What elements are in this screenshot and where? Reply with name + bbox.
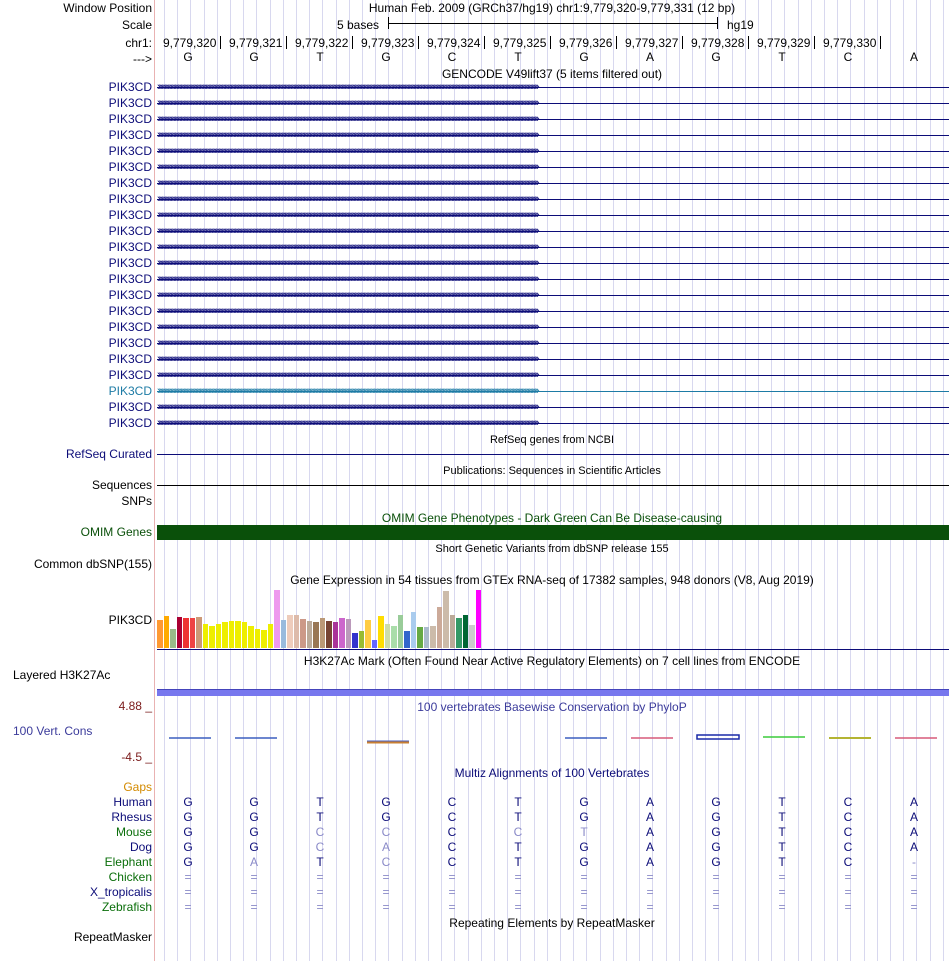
gencode-gene-label[interactable]: PIK3CD [108, 352, 152, 366]
aligned-base: G [579, 795, 589, 809]
aligned-base: T [778, 810, 786, 824]
aligned-base: C [513, 825, 523, 839]
position-tick [352, 36, 353, 49]
aligned-base: = [778, 900, 786, 914]
gtex-tissue-bar[interactable] [352, 633, 358, 648]
gencode-transcript[interactable] [157, 96, 949, 110]
gtex-tissue-bar[interactable] [222, 622, 228, 648]
gtex-tissue-bar[interactable] [157, 620, 163, 648]
aligned-base: = [448, 900, 456, 914]
base-letter: C [447, 50, 457, 64]
aligned-base: = [382, 885, 390, 899]
aligned-base: = [184, 885, 192, 899]
aligned-base: T [316, 795, 324, 809]
aligned-base: - [912, 855, 916, 869]
aligned-base: C [447, 840, 457, 854]
aligned-base: C [447, 825, 457, 839]
aligned-base: G [249, 795, 259, 809]
base-letter: G [711, 50, 721, 64]
publications-label[interactable]: Sequences [91, 478, 152, 492]
aligned-base: C [315, 840, 325, 854]
aligned-base: C [447, 855, 457, 869]
strand-arrows: ›››››››››››››››››››››››››››››››››››››››››››››››››››››››››››››››››››››››››››››››››››››››››››››››››››››››››››››››››››››››››››››››››››››››››››››››››››››››››››››››››››››››››››››››››››››››››››››››››››››››››››››››››››››››››››››››››››››››››››››››››››››››››››››››››››› [157, 385, 538, 397]
gtex-tissue-bar[interactable] [313, 622, 319, 648]
strand-arrows: ›››››››››››››››››››››››››››››››››››››››››››››››››››››››››››››››››››››››››››››››››››››››››››››››››››››››››››››››››››››››››››››››››››››››››››››››››››››››››››››››››››››››››››››››››››››››››››››››››››››››››››››››››››››››››››››››››››››››››››››››››››››››››››››››››››› [157, 401, 538, 413]
aligned-base: = [184, 900, 192, 914]
base-letter: G [579, 50, 589, 64]
gtex-baseline [157, 649, 949, 650]
aligned-base: = [184, 870, 192, 884]
position-tick [286, 36, 287, 49]
aligned-base: G [711, 855, 721, 869]
gaps-label[interactable]: Gaps [123, 780, 152, 794]
aligned-base: C [843, 840, 853, 854]
gtex-label[interactable]: PIK3CD [108, 613, 152, 627]
aligned-base: = [250, 900, 258, 914]
phylop-title: 100 vertebrates Basewise Conservation by PhyloP [417, 700, 687, 714]
aligned-base: = [910, 870, 918, 884]
strand-arrows: ›››››››››››››››››››››››››››››››››››››››››››››››››››››››››››››››››››››››››››››››››››››››››››››››››››››››››››››››››››››››››››››››››››››››››››››››››››››››››››››››››››››››››››››››››››››››››››››››››››››››››››››››››››››››››››››››››››››››››››››››››››››››››››››››››››› [157, 369, 538, 381]
gtex-tissue-bar[interactable] [463, 615, 469, 648]
position-label: 9,779,327 [625, 36, 679, 50]
position-label: 9,779,322 [295, 36, 349, 50]
gtex-tissue-bar[interactable] [248, 626, 254, 648]
strand-arrows: ›››››››››››››››››››››››››››››››››››››››››››››››››››››››››››››››››››››››››››››››››››››››››››››››››››››››››››››››››››››››››››››››››››››››››››››››››››››››››››››››››››››››››››››››››››››››››››››››››››››››››››››››››››››››››››››››››››››››››››››››››››››››››››››››››››› [157, 129, 538, 141]
snps-label[interactable]: SNPs [121, 494, 152, 508]
gtex-tissue-bar[interactable] [268, 624, 274, 648]
position-label: 9,779,321 [229, 36, 283, 50]
strand-arrows: ›››››››››››››››››››››››››››››››››››››››››››››››››››››››››››››››››››››››››››››››››››››››››››››››››››››››››››››››››››››››››››››››››››››››››››››››››››››››››››››››››››››››››››››››››››››››››››››››››››››››››››››››››››››››››››››››››››››››››››››››››››››››››››››››››››› [157, 81, 538, 93]
aligned-base: = [646, 900, 654, 914]
aligned-base: = [382, 900, 390, 914]
gencode-gene-label[interactable]: PIK3CD [108, 336, 152, 350]
phylop-signal[interactable] [157, 730, 949, 750]
gencode-transcript[interactable] [157, 304, 949, 318]
aligned-base: C [843, 855, 853, 869]
aligned-base: = [250, 885, 258, 899]
dbsnp-label[interactable]: Common dbSNP(155) [33, 557, 152, 571]
strand-arrows: ›››››››››››››››››››››››››››››››››››››››››››››››››››››››››››››››››››››››››››››››››››››››››››››››››››››››››››››››››››››››››››››››››››››››››››››››››››››››››››››››››››››››››››››››››››››››››››››››››››››››››››››››››››››››››››››››››››››››››››››››››››››››››››››››››››› [157, 337, 538, 349]
gtex-tissue-bar[interactable] [190, 618, 196, 648]
position-tick [220, 36, 221, 49]
gencode-gene-label[interactable]: PIK3CD [108, 112, 152, 126]
aligned-base: = [316, 900, 324, 914]
aligned-base: = [580, 870, 588, 884]
gtex-tissue-bar[interactable] [229, 621, 235, 648]
gtex-tissue-bar[interactable] [255, 629, 261, 648]
aligned-base: G [711, 795, 721, 809]
gencode-gene-label[interactable]: PIK3CD [108, 128, 152, 142]
strand-arrows: ›››››››››››››››››››››››››››››››››››››››››››››››››››››››››››››››››››››››››››››››››››››››››››››››››››››››››››››››››››››››››››››››››››››››››››››››››››››››››››››››››››››››››››››››››››››››››››››››››››››››››››››››››››››››››››››››››››››››››››››››››››››››››››››››››››› [157, 177, 538, 189]
aligned-base: = [712, 885, 720, 899]
gtex-tissue-bar[interactable] [287, 615, 293, 648]
aligned-base: = [514, 870, 522, 884]
gtex-bar-chart[interactable] [157, 588, 949, 648]
position-label: 9,779,324 [427, 36, 481, 50]
species-label[interactable]: Chicken [108, 870, 152, 884]
gencode-gene-label[interactable]: PIK3CD [108, 384, 152, 398]
aligned-base: A [249, 855, 259, 869]
gencode-transcript[interactable] [157, 144, 949, 158]
gencode-transcript[interactable] [157, 224, 949, 238]
gencode-gene-label[interactable]: PIK3CD [108, 96, 152, 110]
position-tick [682, 36, 683, 49]
position-tick [748, 36, 749, 49]
omim-bar[interactable] [157, 525, 949, 540]
strand-arrows: ›››››››››››››››››››››››››››››››››››››››››››››››››››››››››››››››››››››››››››››››››››››››››››››››››››››››››››››››››››››››››››››››››››››››››››››››››››››››››››››››››››››››››››››››››››››››››››››››››››››››››››››››››››››››››››››››››››››››››››››››››››››››››››››››››››› [157, 97, 538, 109]
gtex-tissue-bar[interactable] [404, 631, 410, 648]
aligned-base: = [448, 870, 456, 884]
aligned-base: = [580, 900, 588, 914]
strand-arrows: ›››››››››››››››››››››››››››››››››››››››››››››››››››››››››››››››››››››››››››››››››››››››››››››››››››››››››››››››››››››››››››››››››››››››››››››››››››››››››››››››››››››››››››››››››››››››››››››››››››››››››››››››››››››››››››››››››››››››››››››››››››››››››››››››››››› [157, 305, 538, 317]
multiz-title: Multiz Alignments of 100 Vertebrates [454, 766, 650, 780]
position-tick [418, 36, 419, 49]
aligned-base: A [909, 840, 919, 854]
gtex-tissue-bar[interactable] [424, 627, 430, 648]
gtex-tissue-bar[interactable] [476, 590, 482, 648]
gencode-transcript[interactable] [157, 112, 949, 126]
aligned-base: G [381, 795, 391, 809]
strand-arrows: ›››››››››››››››››››››››››››››››››››››››››››››››››››››››››››››››››››››››››››››››››››››››››››››››››››››››››››››››››››››››››››››››››››››››››››››››››››››››››››››››››››››››››››››››››››››››››››››››››››››››››››››››››››››››››››››››››››››››››››››››››››››››››››››››››››› [157, 225, 538, 237]
gencode-gene-label[interactable]: PIK3CD [108, 176, 152, 190]
gencode-title: GENCODE V49lift37 (5 items filtered out) [441, 67, 663, 81]
aligned-base: A [381, 840, 391, 854]
gtex-tissue-bar[interactable] [209, 626, 215, 648]
gtex-tissue-bar[interactable] [346, 619, 352, 648]
gtex-tissue-bar[interactable] [300, 619, 306, 648]
position-label: 9,779,320 [163, 36, 217, 50]
chrom-label: chr1: [125, 36, 152, 50]
aligned-base: A [909, 825, 919, 839]
aligned-base: C [843, 810, 853, 824]
aligned-base: C [447, 795, 457, 809]
position-label: 9,779,328 [691, 36, 745, 50]
species-label[interactable]: Mouse [115, 825, 152, 839]
gtex-tissue-bar[interactable] [242, 622, 248, 648]
aligned-base: = [778, 885, 786, 899]
gencode-gene-label[interactable]: PIK3CD [108, 192, 152, 206]
aligned-base: G [249, 810, 259, 824]
aligned-base: = [250, 870, 258, 884]
gtex-tissue-bar[interactable] [307, 621, 313, 648]
aligned-base: G [711, 825, 721, 839]
aligned-base: = [844, 900, 852, 914]
gencode-transcript[interactable] [157, 416, 949, 430]
base-letter: A [645, 50, 655, 64]
aligned-base: T [778, 840, 786, 854]
gencode-transcript[interactable] [157, 336, 949, 350]
gtex-tissue-bar[interactable] [177, 617, 183, 648]
aligned-base: G [579, 855, 589, 869]
aligned-base: C [843, 825, 853, 839]
h3k27ac-title: H3K27Ac Mark (Often Found Near Active Regulatory Elements) on 7 cell lines from ENCODE [303, 654, 801, 668]
aligned-base: T [514, 810, 522, 824]
aligned-base: C [447, 810, 457, 824]
gtex-tissue-bar[interactable] [339, 618, 345, 648]
aligned-base: = [514, 900, 522, 914]
aligned-base: = [712, 870, 720, 884]
aligned-base: G [381, 810, 391, 824]
aligned-base: = [910, 885, 918, 899]
gtex-tissue-bar[interactable] [320, 618, 326, 648]
gencode-gene-label[interactable]: PIK3CD [108, 240, 152, 254]
gencode-transcript[interactable] [157, 384, 949, 398]
phylop-max: 4.88 _ [118, 699, 152, 713]
publications-line[interactable] [157, 485, 949, 486]
aligned-base: G [711, 810, 721, 824]
aligned-base: A [909, 810, 919, 824]
aligned-base: G [579, 840, 589, 854]
gtex-tissue-bar[interactable] [274, 590, 280, 648]
strand-arrows: ›››››››››››››››››››››››››››››››››››››››››››››››››››››››››››››››››››››››››››››››››››››››››››››››››››››››››››››››››››››››››››››››››››››››››››››››››››››››››››››››››››››››››››››››››››››››››››››››››››››››››››››››››››››››››››››››››››››››››››››››››››››››››››››››››››› [157, 113, 538, 125]
refseq-title: RefSeq genes from NCBI [489, 434, 615, 446]
aligned-base: T [316, 855, 324, 869]
gencode-transcript[interactable] [157, 272, 949, 286]
strand-arrows: ›››››››››››››››››››››››››››››››››››››››››››››››››››››››››››››››››››››››››››››››››››››››››››››››››››››››››››››››››››››››››››››››››››››››››››››››››››››››››››››››››››››››››››››››››››››››››››››››››››››››››››››››››››››››››››››››››››››››››››››››››››››››››››››››››››› [157, 417, 538, 429]
species-label[interactable]: Zebrafish [101, 900, 152, 914]
aligned-base: = [382, 870, 390, 884]
gencode-transcript[interactable] [157, 208, 949, 222]
repeatmasker-label[interactable]: RepeatMasker [73, 930, 152, 944]
gencode-transcript[interactable] [157, 368, 949, 382]
aligned-base: T [778, 795, 786, 809]
strand-arrows: ›››››››››››››››››››››››››››››››››››››››››››››››››››››››››››››››››››››››››››››››››››››››››››››››››››››››››››››››››››››››››››››››››››››››››››››››››››››››››››››››››››››››››››››››››››››››››››››››››››››››››››››››››››››››››››››››››››››››››››››››››››››››››››››››››››› [157, 209, 538, 221]
aligned-base: A [645, 795, 655, 809]
aligned-base: = [514, 885, 522, 899]
sidebar-divider [154, 0, 155, 961]
aligned-base: G [579, 810, 589, 824]
aligned-base: T [580, 825, 588, 839]
aligned-base: A [645, 855, 655, 869]
scale-assembly: hg19 [727, 18, 754, 32]
aligned-base: A [645, 840, 655, 854]
scale-bases: 5 bases [337, 18, 380, 32]
aligned-base: = [316, 870, 324, 884]
gtex-tissue-bar[interactable] [391, 626, 397, 648]
aligned-base: C [843, 795, 853, 809]
gtex-tissue-bar[interactable] [294, 615, 300, 648]
aligned-base: T [778, 855, 786, 869]
gtex-tissue-bar[interactable] [196, 617, 202, 648]
aligned-base: T [514, 795, 522, 809]
aligned-base: G [183, 810, 193, 824]
strand-arrows: ›››››››››››››››››››››››››››››››››››››››››››››››››››››››››››››››››››››››››››››››››››››››››››››››››››››››››››››››››››››››››››››››››››››››››››››››››››››››››››››››››››››››››››››››››››››››››››››››››››››››››››››››››››››››››››››››››››››››››››››››››››››››››››››››››››› [157, 257, 538, 269]
gencode-transcript[interactable] [157, 192, 949, 206]
strand-arrows: ›››››››››››››››››››››››››››››››››››››››››››››››››››››››››››››››››››››››››››››››››››››››››››››››››››››››››››››››››››››››››››››››››››››››››››››››››››››››››››››››››››››››››››››››››››››››››››››››››››››››››››››››››››››››››››››››››››››››››››››››››››››››››››››››››››› [157, 193, 538, 205]
gtex-tissue-bar[interactable] [450, 615, 456, 648]
gencode-gene-label[interactable]: PIK3CD [108, 80, 152, 94]
aligned-base: G [183, 855, 193, 869]
scale-label: Scale [121, 18, 152, 32]
aligned-base: G [183, 825, 193, 839]
strand-arrows: ›››››››››››››››››››››››››››››››››››››››››››››››››››››››››››››››››››››››››››››››››››››››››››››››››››››››››››››››››››››››››››››››››››››››››››››››››››››››››››››››››››››››››››››››››››››››››››››››››››››››››››››››››››››››››››››››››››››››››››››››››››››››››››››››››››› [157, 241, 538, 253]
aligned-base: = [844, 885, 852, 899]
base-letter: T [778, 50, 786, 64]
aligned-base: = [910, 900, 918, 914]
gencode-gene-label[interactable]: PIK3CD [108, 416, 152, 430]
refseq-label[interactable]: RefSeq Curated [65, 447, 152, 461]
gtex-tissue-bar[interactable] [281, 620, 287, 648]
aligned-base: T [316, 810, 324, 824]
gtex-tissue-bar[interactable] [183, 618, 189, 648]
repeatmasker-title: Repeating Elements by RepeatMasker [449, 916, 655, 930]
base-letter: T [316, 50, 324, 64]
position-tick [880, 36, 881, 49]
position-label: 9,779,325 [493, 36, 547, 50]
position-label: 9,779,329 [757, 36, 811, 50]
omim-title: OMIM Gene Phenotypes - Dark Green Can Be Disease-causing [381, 511, 723, 525]
base-letter: G [183, 50, 193, 64]
species-label[interactable]: Dog [129, 840, 152, 854]
gencode-gene-label[interactable]: PIK3CD [108, 144, 152, 158]
gtex-tissue-bar[interactable] [437, 607, 443, 648]
gtex-tissue-bar[interactable] [443, 591, 449, 648]
aligned-base: G [711, 840, 721, 854]
strand-arrows: ›››››››››››››››››››››››››››››››››››››››››››››››››››››››››››››››››››››››››››››››››››››››››››››››››››››››››››››››››››››››››››››››››››››››››››››››››››››››››››››››››››››››››››››››››››››››››››››››››››››››››››››››››››››››››››››››››››››››››››››››››››››››››››››››››››› [157, 145, 538, 157]
gencode-gene-label[interactable]: PIK3CD [108, 208, 152, 222]
gencode-transcript[interactable] [157, 352, 949, 366]
gtex-tissue-bar[interactable] [216, 624, 222, 648]
gtex-tissue-bar[interactable] [235, 621, 241, 648]
gencode-gene-label[interactable]: PIK3CD [108, 400, 152, 414]
gtex-tissue-bar[interactable] [333, 622, 339, 648]
gencode-gene-label[interactable]: PIK3CD [108, 304, 152, 318]
h3k27ac-signal[interactable] [157, 689, 949, 696]
aligned-base: C [315, 825, 325, 839]
gencode-gene-label[interactable]: PIK3CD [108, 224, 152, 238]
aligned-base: A [645, 825, 655, 839]
gtex-tissue-bar[interactable] [170, 629, 176, 648]
gtex-tissue-bar[interactable] [203, 624, 209, 648]
gtex-tissue-bar[interactable] [385, 624, 391, 648]
gencode-transcript[interactable] [157, 320, 949, 334]
base-letter: A [909, 50, 919, 64]
base-letter: G [381, 50, 391, 64]
strand-arrows: ›››››››››››››››››››››››››››››››››››››››››››››››››››››››››››››››››››››››››››››››››››››››››››››››››››››››››››››››››››››››››››››››››››››››››››››››››››››››››››››››››››››››››››››››››››››››››››››››››››››››››››››››››››››››››››››››››››››››››››››››››››››››››››››››››››› [157, 273, 538, 285]
gencode-transcript[interactable] [157, 176, 949, 190]
aligned-base: T [778, 825, 786, 839]
gencode-transcript[interactable] [157, 240, 949, 254]
position-tick [484, 36, 485, 49]
base-letter: T [514, 50, 522, 64]
gtex-title: Gene Expression in 54 tissues from GTEx RNA-seq of 17382 samples, 948 donors (V8, Aug 2019) [290, 573, 814, 587]
aligned-base: = [712, 900, 720, 914]
aligned-base: G [249, 825, 259, 839]
gtex-tissue-bar[interactable] [261, 630, 267, 648]
position-tick [814, 36, 815, 49]
gtex-tissue-bar[interactable] [365, 620, 371, 648]
gencode-gene-label[interactable]: PIK3CD [108, 160, 152, 174]
gtex-tissue-bar[interactable] [164, 616, 170, 648]
gencode-transcript[interactable] [157, 288, 949, 302]
refseq-gene-line[interactable] [157, 454, 949, 455]
aligned-base: C [381, 825, 391, 839]
strand-arrows: ›››››››››››››››››››››››››››››››››››››››››››››››››››››››››››››››››››››››››››››››››››››››››››››››››››››››››››››››››››››››››››››››››››››››››››››››››››››››››››››››››››››››››››››››››››››››››››››››››››››››››››››››››››››››››››››››››››››››››››››››››››››››››››››››››››› [157, 161, 538, 173]
aligned-base: G [249, 840, 259, 854]
publications-title: Publications: Sequences in Scientific Articles [443, 465, 661, 477]
aligned-base: G [183, 840, 193, 854]
species-label[interactable]: X_tropicalis [89, 885, 152, 899]
strand-label: ---> [133, 52, 152, 66]
window-position-label: Window Position [63, 1, 152, 15]
position-label: 9,779,323 [361, 36, 415, 50]
gtex-tissue-bar[interactable] [417, 627, 423, 648]
gencode-gene-label[interactable]: PIK3CD [108, 368, 152, 382]
window-position-value: Human Feb. 2009 (GRCh37/hg19) chr1:9,779,320-9,779,331 (12 bp) [368, 1, 736, 15]
h3k27ac-label[interactable]: Layered H3K27Ac [13, 668, 111, 682]
gtex-tissue-bar[interactable] [430, 626, 436, 648]
gencode-gene-label[interactable]: PIK3CD [108, 272, 152, 286]
phylop-min: -4.5 _ [121, 750, 152, 764]
gtex-tissue-bar[interactable] [326, 621, 332, 648]
gtex-tissue-bar[interactable] [456, 618, 462, 648]
aligned-base: = [844, 870, 852, 884]
aligned-base: G [183, 795, 193, 809]
gencode-transcript[interactable] [157, 400, 949, 414]
species-label[interactable]: Rhesus [111, 810, 152, 824]
gtex-tissue-bar[interactable] [359, 631, 365, 648]
aligned-base: A [645, 810, 655, 824]
gtex-tissue-bar[interactable] [469, 625, 475, 648]
gencode-gene-label[interactable]: PIK3CD [108, 320, 152, 334]
species-label[interactable]: Elephant [104, 855, 152, 869]
gencode-transcript[interactable] [157, 256, 949, 270]
gtex-tissue-bar[interactable] [372, 640, 378, 648]
position-label: 9,779,330 [823, 36, 877, 50]
phylop-label[interactable]: 100 Vert. Cons [13, 724, 93, 738]
gtex-tissue-bar[interactable] [398, 615, 404, 648]
aligned-base: = [580, 885, 588, 899]
strand-arrows: ›››››››››››››››››››››››››››››››››››››››››››››››››››››››››››››››››››››››››››››››››››››››››››››››››››››››››››››››››››››››››››››››››››››››››››››››››››››››››››››››››››››››››››››››››››››››››››››››››››››››››››››››››››››››››››››››››››››››››››››››››››››››››››››››››››› [157, 353, 538, 365]
omim-label[interactable]: OMIM Genes [80, 525, 152, 539]
gtex-tissue-bar[interactable] [411, 612, 417, 648]
gencode-transcript[interactable] [157, 80, 949, 94]
strand-arrows: ›››››››››››››››››››››››››››››››››››››››››››››››››››››››››››››››››››››››››››››››››››››››››››››››››››››››››››››››››››››››››››››››››››››››››››››››››››››››››››››››››››››››››››››››››››››››››››››››››››››››››››››››››››››››››››››››››››››››››››››››››››››››››››››››››››› [157, 289, 538, 301]
strand-arrows: ›››››››››››››››››››››››››››››››››››››››››››››››››››››››››››››››››››››››››››››››››››››››››››››››››››››››››››››››››››››››››››››››››››››››››››››››››››››››››››››››››››››››››››››››››››››››››››››››››››››››››››››››››››››››››››››››››››››››››››››››››››››››››››››››››››› [157, 321, 538, 333]
gencode-gene-label[interactable]: PIK3CD [108, 256, 152, 270]
gencode-transcript[interactable] [157, 160, 949, 174]
aligned-base: A [909, 795, 919, 809]
aligned-base: = [448, 885, 456, 899]
base-letter: G [249, 50, 259, 64]
aligned-base: = [316, 885, 324, 899]
aligned-base: = [778, 870, 786, 884]
aligned-base: T [514, 840, 522, 854]
aligned-base: T [514, 855, 522, 869]
aligned-base: = [646, 870, 654, 884]
gtex-tissue-bar[interactable] [378, 616, 384, 648]
position-label: 9,779,326 [559, 36, 613, 50]
base-letter: C [843, 50, 853, 64]
position-tick [616, 36, 617, 49]
gencode-gene-label[interactable]: PIK3CD [108, 288, 152, 302]
aligned-base: C [381, 855, 391, 869]
species-label[interactable]: Human [113, 795, 152, 809]
scale-bar [388, 17, 718, 31]
position-tick [550, 36, 551, 49]
dbsnp-title: Short Genetic Variants from dbSNP release 155 [435, 543, 669, 555]
gencode-transcript[interactable] [157, 128, 949, 142]
aligned-base: = [646, 885, 654, 899]
